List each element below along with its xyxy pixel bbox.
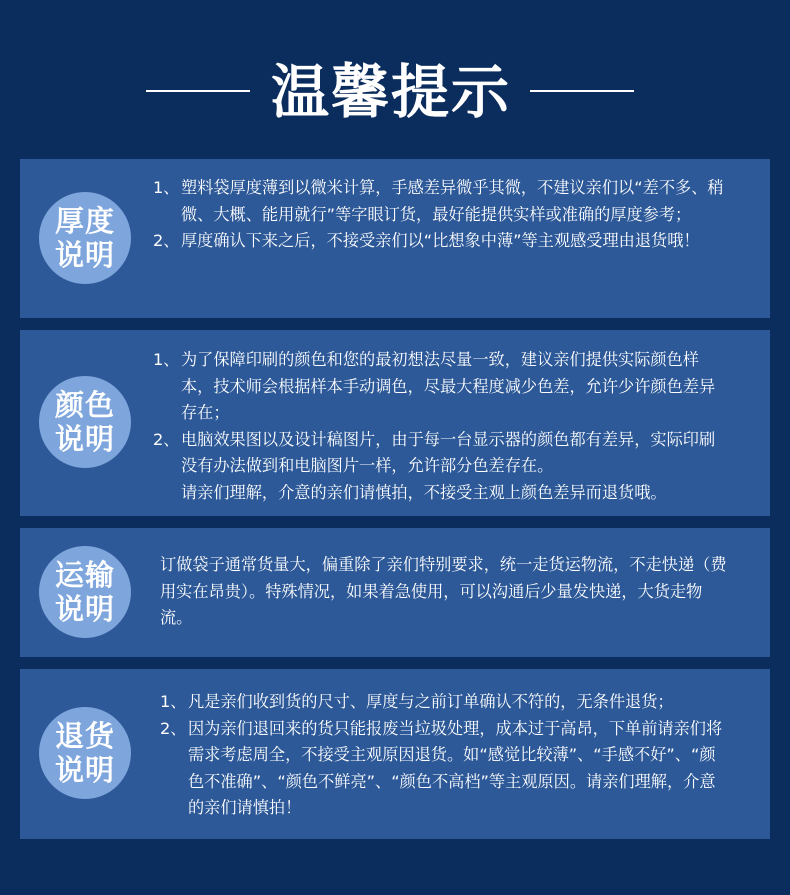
item-number: 1、 bbox=[153, 178, 180, 197]
header bbox=[0, 52, 790, 132]
badge-line-2: 说明 bbox=[54, 422, 115, 456]
card-text bbox=[160, 552, 728, 632]
item-text: 凡是亲们收到货的尺寸、厚度与之前订单确认不符的，无条件退货； bbox=[188, 692, 674, 711]
item-text: 因为亲们退回来的货只能报废当垃圾处理，成本过于高昂，下单前请亲们将需求考虑周全，不接受主观原因退货。如“感觉比较薄”、“手感不好”、“颜色不准确”、“颜色不鲜亮”、“颜色不高档”等主观原因。请亲们理解，介意的亲们请慎拍！ bbox=[188, 718, 723, 817]
card-color bbox=[20, 330, 770, 516]
title-line-right bbox=[530, 90, 634, 92]
page-title: 温馨提示 bbox=[270, 58, 511, 126]
item-text: 厚度确认下来之后，不接受亲们以“比想象中薄”等主观感受理由退货哦！ bbox=[181, 231, 700, 250]
label-badge-returns bbox=[39, 707, 131, 799]
note-text: 请亲们理解，介意的亲们请慎拍，不接受主观上颜色差异而退货哦。 bbox=[181, 482, 667, 502]
card-text bbox=[153, 175, 728, 255]
list-item bbox=[160, 716, 730, 822]
item-text: 塑料袋厚度薄到以微米计算，手感差异微乎其微，不建议亲们以“差不多、稍微、大概、能用就行”等字眼订货，最好能提供实样或准确的厚度参考； bbox=[181, 178, 724, 224]
label-badge-color bbox=[39, 376, 131, 468]
badge-line-2: 说明 bbox=[54, 238, 115, 272]
item-number: 1、 bbox=[153, 350, 180, 369]
item-text: 电脑效果图以及设计稿图片，由于每一台显示器的颜色都有差异，实际印刷没有办法做到和电脑图片一样，允许部分色差存在。 bbox=[181, 429, 716, 475]
badge-line-2: 说明 bbox=[54, 592, 115, 626]
item-number: 2、 bbox=[153, 231, 180, 250]
badge-line-1: 厚度 bbox=[54, 204, 115, 238]
badge-line-1: 运输 bbox=[54, 558, 115, 592]
card-text bbox=[160, 689, 730, 822]
list-item bbox=[153, 427, 728, 480]
badge-line-1: 退货 bbox=[54, 719, 115, 753]
badge-line-2: 说明 bbox=[54, 753, 115, 787]
label-badge-thickness bbox=[39, 192, 131, 284]
item-number: 2、 bbox=[153, 429, 180, 449]
badge-line-1: 颜色 bbox=[54, 388, 115, 422]
card-shipping bbox=[20, 528, 770, 657]
paragraph-text: 订做袋子通常货量大，偏重除了亲们特别要求，统一走货运物流，不走快递（费用实在昂贵）。特殊情况，如果着急使用，可以沟通后少量发快递，大货走物流。 bbox=[160, 555, 727, 627]
title-line-left bbox=[146, 90, 250, 92]
list-item bbox=[153, 175, 728, 228]
item-text: 为了保障印刷的颜色和您的最初想法尽量一致，建议亲们提供实际颜色样本，技术师会根据样本手动调色，尽最大程度减少色差，允许少许颜色差异存在； bbox=[181, 350, 716, 422]
list-item bbox=[160, 689, 730, 716]
label-badge-shipping bbox=[39, 546, 131, 638]
list-item bbox=[153, 347, 728, 427]
card-text bbox=[153, 347, 728, 506]
card-returns bbox=[20, 669, 770, 839]
list-item bbox=[153, 228, 728, 255]
item-number: 2、 bbox=[160, 718, 187, 738]
item-number: 1、 bbox=[160, 692, 187, 711]
card-thickness bbox=[20, 159, 770, 318]
